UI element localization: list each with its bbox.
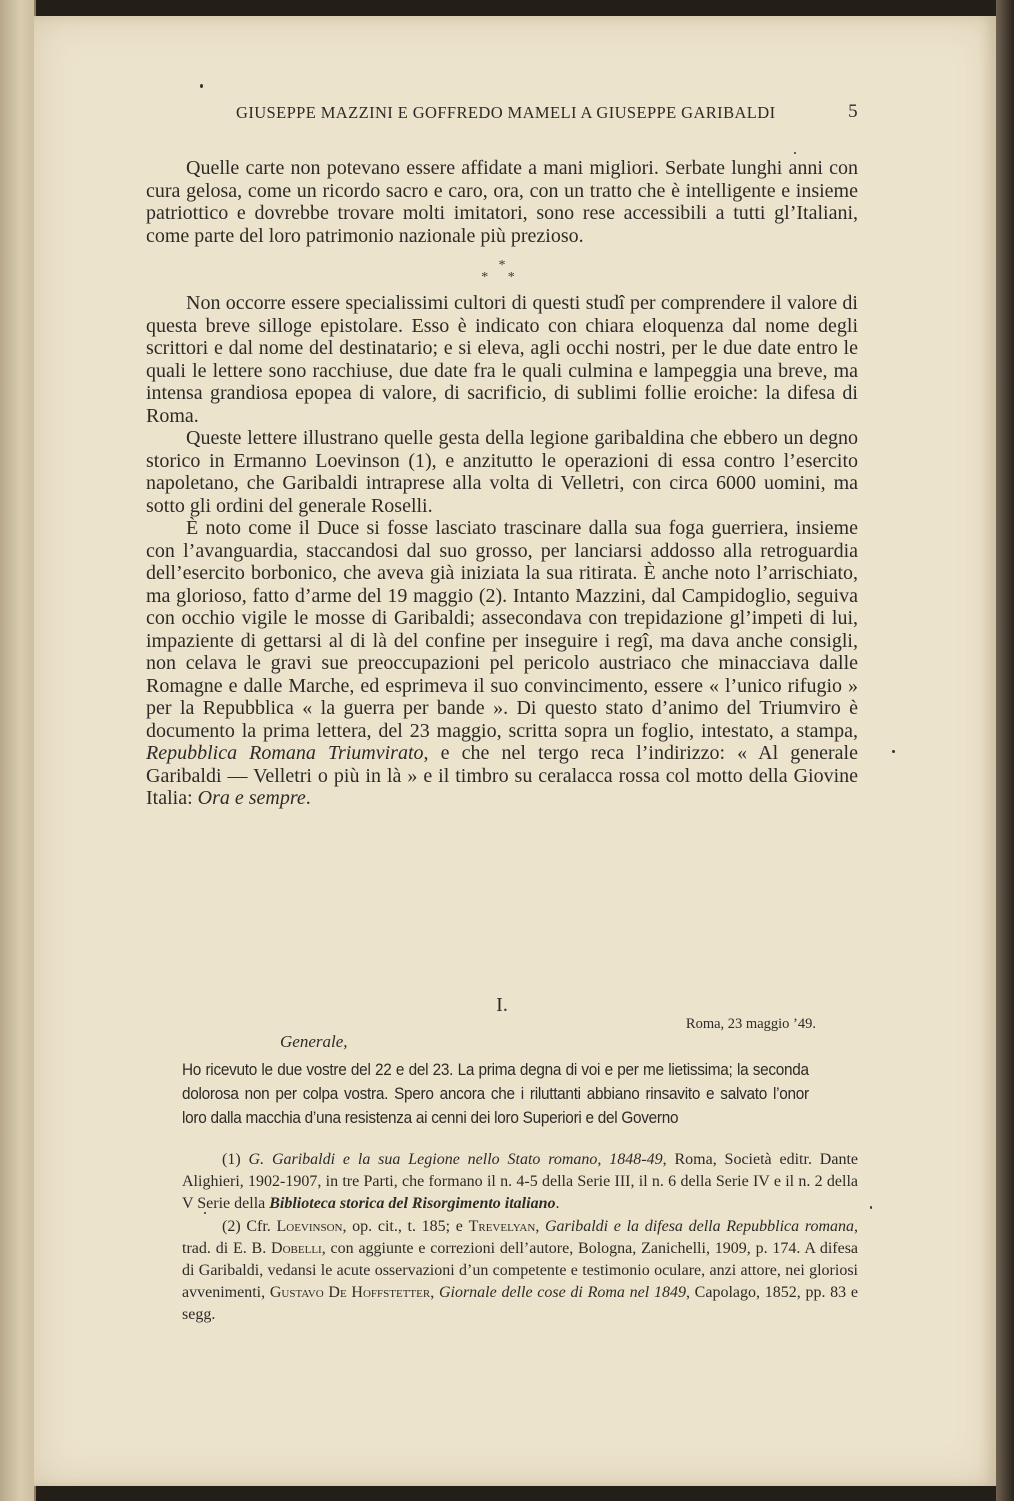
footnote-2-separator: , [430,1284,435,1302]
letterhead-title: Repubblica Romana Triumvirato [146,742,424,764]
previous-page-edge [0,0,36,1501]
paragraph-4-continued: , e che nel tergo reca l’indirizzo: « Al generale Garibaldi — Velletri o più in là » e il timbro su ceralacca rossa col motto della Giovine Italia: [146,742,858,809]
running-header [146,100,858,126]
footnote-2-title-2: Garibaldi e la difesa della Repubblica romana [545,1217,855,1235]
paragraph-3: Queste lettere illustrano quelle gesta della legione garibaldina che ebbero un degno storico in Ermanno Loevinson (1), e anzitutto le operazioni di essa contro l’esercito napoletano, che Garibaldi intraprese alla volta di Velletri, con circa 6000 uomini, ma sotto gli ordini del generale Roselli. [146,427,858,517]
footnote-1-text: , Roma, Società editr. Dante Alighieri, 1902-1907, in tre Parti, che formano il n. 4-5 della Serie III, il n. 6 della Serie IV e il n. 2 della V Serie della [182,1151,859,1213]
footnote-2-author-2: Trevelyan [468,1217,536,1235]
footnote-2-marker: (2) [222,1217,241,1235]
footnote-1-series: Biblioteca storica del Risorgimento italiano [269,1195,556,1213]
footnote-2-text: , con aggiunte e correzioni dell’autore, Bologna, Zanichelli, 1909, p. 174. A difesa di Garibaldi, vedansi le acute osservazioni d’un competente e testimonio oculare, anzi attore, nei gloriosi avvenimenti, [182,1239,859,1302]
running-title: GIUSEPPE MAZZINI E GOFFREDO MAMELI A GIUSEPPE GARIBALDI [236,103,776,122]
paragraph-2: Non occorre essere specialissimi cultori di questi studî per comprendere il valore di questa breve silloge epistolare. Esso è indicato con chiara eloquenza dal nome degli scrittori e dal nome del destinatario; e si eleva, agli occhi nostri, per le due date entro le quali le lettere sono racchiuse, due date fra le quali culmina e lampeggia una breve, ma intensa grandiosa epopea di valore, di sacrificio, di sublimi follie eroiche: la difesa di Roma. [146,292,858,427]
letter-number: I. [496,994,508,1016]
footnote-1 [182,1149,858,1216]
section-break-asterism [146,260,858,284]
book-page [34,16,996,1486]
footnote-2-title-3: Giornale delle cose di Roma nel 1849 [438,1284,686,1302]
main-text [146,157,858,810]
letter-salutation: Generale, [280,1032,348,1051]
page-number: 5 [848,101,858,122]
letter-paragraph: Ho ricevuto le due vostre del 22 e del 23. La prima degna di voi e per me lietissima; la seconda dolorosa non per colpa vostra. Spero ancora che i riluttanti abbiano rinsavito e salvato l’onor loro dalla macchia d’una resistenza ai cenni dei loro Superiori e del Governo [182,1061,809,1127]
footnotes [182,1149,858,1327]
footnote-2-ref-1: , op. cit., t. 185; e [342,1217,463,1235]
footnote-1-end: . [555,1195,560,1213]
footnote-2: (2) Cfr. Loevinson, op. cit., t. 185; e Trevelyan, Garibaldi e la difesa della Repubblica romana, trad. di E. B. Dobelli, con aggiunte e correzioni dell’autore, Bologna, Zanichelli, 1909, p. 174. A difesa di Garibaldi, vedansi le acute osservazioni d’un competente e testimonio oculare, anzi attore, nei gloriosi avvenimenti, Gustavo De Hoffstetter, Giornale delle cose di Roma nel 1849, Capolago, 1852, pp. 83 e segg. [182,1217,859,1324]
asterism-top: * [498,258,506,273]
letter-place-date: Roma, 23 maggio ’49. [685,1016,816,1032]
footnote-2-end: , Capolago, 1852, pp. 83 e segg. [182,1284,859,1324]
paragraph-4-end: . [305,787,311,809]
footnote-2-author-1: Loevinson [276,1217,343,1235]
asterism-bottom: * * [481,270,523,285]
book-fore-edge [996,0,1014,1501]
footnote-1-author: G. [248,1151,265,1168]
motto: Ora e sempre [197,787,306,809]
paragraph-1: Quelle carte non potevano essere affidate a mani migliori. Serbate lunghi anni con cura gelosa, come un ricordo sacro e caro, ora, con un tratto che è intelligente e insieme patriottico e dovrebbe trovare molti imitatori, sono rese accessibili a tutti gl’Italiani, come parte del loro patrimonio nazionale più prezioso. [146,157,858,247]
paragraph-4 [146,517,858,810]
footnote-2-author-3: Gustavo De Hoffstetter [269,1284,431,1302]
letter-body [182,1058,809,1130]
footnote-2-trad: , trad. di E. B. [182,1217,859,1257]
paragraph-4-text: È noto come il Duce si fosse lasciato trascinare dalla sua foga guerriera, insieme con l’avanguardia, staccandosi dal suo grosso, per lanciarsi addosso alla retroguardia dell’esercito borbonico, che aveva già iniziata la sua ritirata. È anche noto l’arrischiato, ma glorioso, fatto d’arme del 19 maggio (2). Intanto Mazzini, dal Campidoglio, seguiva con occhio vigile le mosse di Garibaldi; assecondava con trepidazione gl’impeti di lui, impaziente di gettarsi al di là del confine per inseguire i regî, ma dava anche consigli, non celava le gravi sue preoccupazioni pel pericolo austriaco che minacciava dalle Romagne e dalle Marche, ed esprimeva il suo convincimento, essere « l’unico rifugio » per la Repubblica « la guerra per bande ». Di questo stato d’animo del Triumviro è documento la prima lettera, del 23 maggio, scritta sopra un foglio, intestato, a stampa, [146,517,858,742]
footnote-1-marker: (1) [222,1151,241,1168]
footnote-2-cfr: Cfr. [246,1217,271,1235]
footnote-2-translator: Dobelli [271,1239,322,1257]
footnote-1-title: Garibaldi e la sua Legione nello Stato romano, 1848-49 [271,1151,663,1168]
